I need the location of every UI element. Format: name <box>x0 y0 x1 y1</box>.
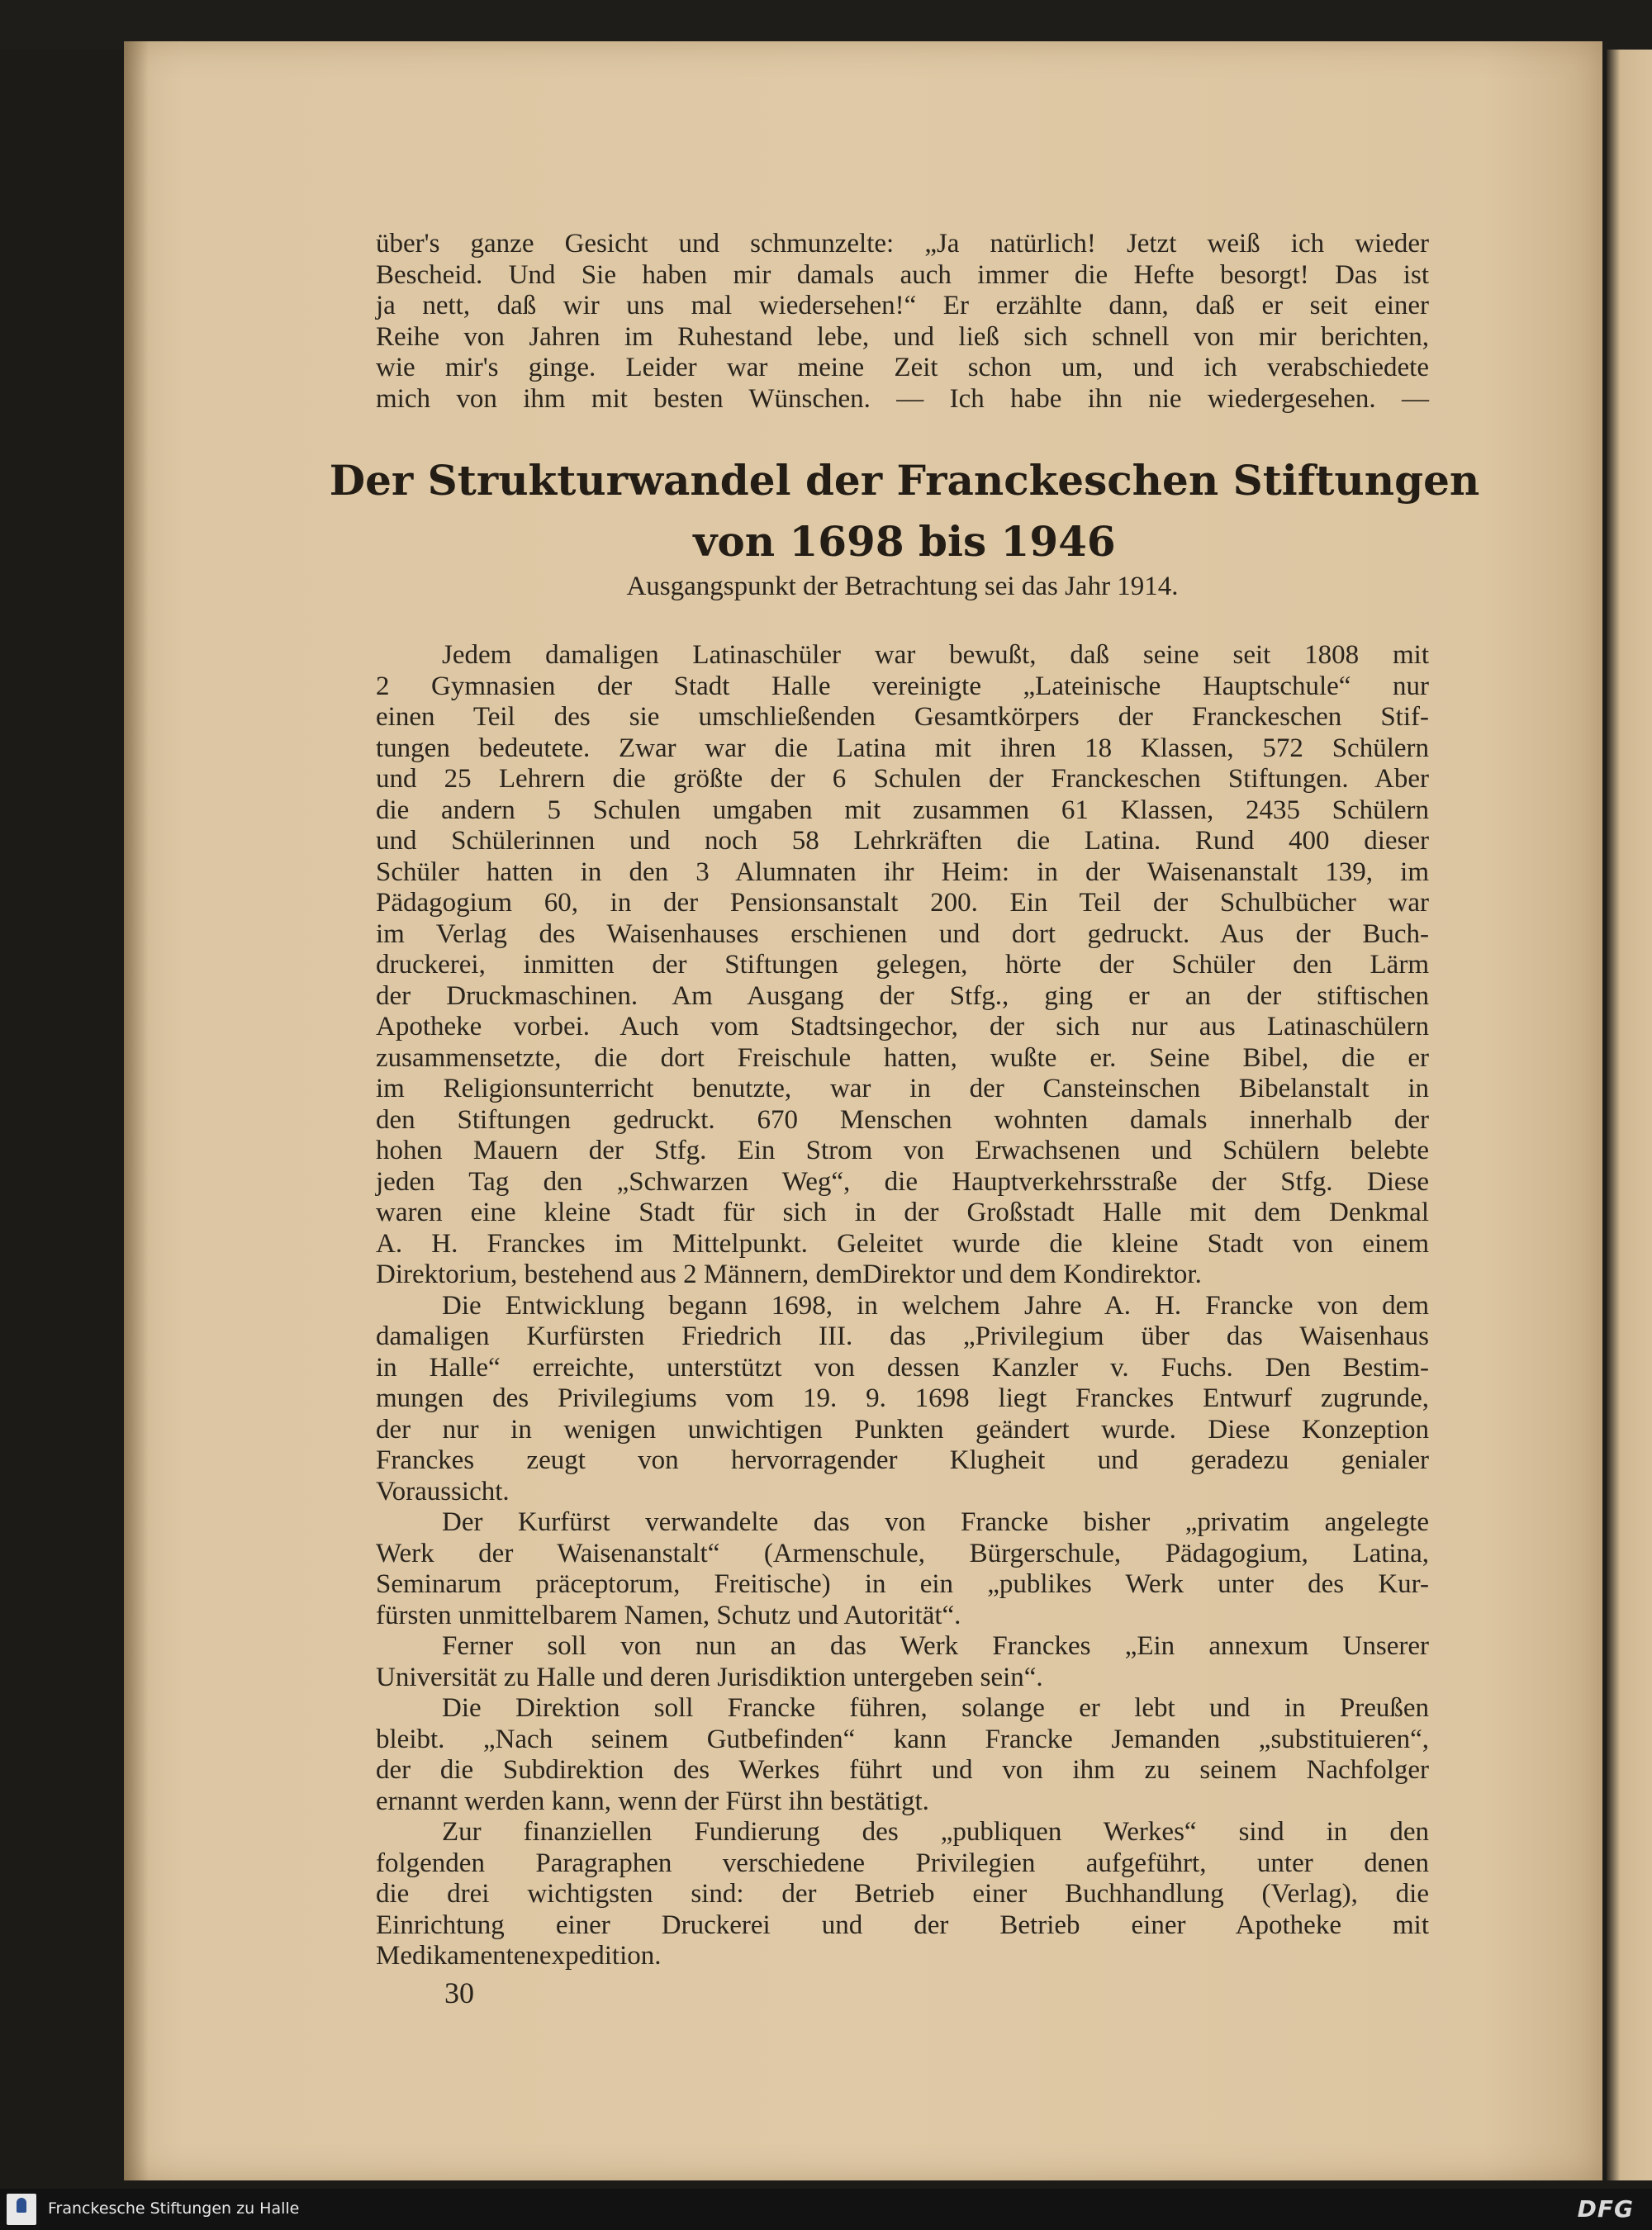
body-line: der nur in wenigen unwichtigen Punkten geändert wurde. Diese Konzeption <box>376 1414 1429 1445</box>
chapter-title-line-1: Der Strukturwandel der Franckeschen Stiftungen <box>329 456 1480 505</box>
body-line: Schüler hatten in den 3 Alumnaten ihr Heim: in der Waisenanstalt 139, im <box>376 856 1429 887</box>
body-line: Ferner soll von nun an das Werk Franckes „Ein annexum Unserer <box>442 1631 1429 1661</box>
page-gutter-shadow <box>124 41 149 2180</box>
body-line: ernannt werden kann, wenn der Fürst ihn bestätigt. <box>376 1786 929 1816</box>
body-line: damaligen Kurfürsten Friedrich III. das „Privilegium über das Waisenhaus <box>376 1321 1429 1351</box>
body-line: Zur finanziellen Fundierung des „publiquen Werkes“ sind in den <box>442 1817 1429 1847</box>
body-line: Einrichtung einer Druckerei und der Betrieb einer Apotheke mit <box>376 1910 1429 1940</box>
body-line: bleibt. „Nach seinem Gutbefinden“ kann Francke Jemanden „substituieren“, <box>376 1724 1429 1754</box>
body-line: im Verlag des Waisenhauses erschienen und dort gedruckt. Aus der Buch- <box>376 918 1429 949</box>
body-line: Jedem damaligen Latinaschüler war bewußt, daß seine seit 1808 mit <box>442 640 1429 670</box>
body-line: druckerei, inmitten der Stiftungen gelegen, hörte der Schüler den Lärm <box>376 950 1429 980</box>
adjacent-page-edge <box>1607 50 1652 2180</box>
body-line: mungen des Privilegiums vom 19. 9. 1698 liegt Franckes Entwurf zugrunde, <box>376 1383 1429 1413</box>
body-line: einen Teil des sie umschließenden Gesamtkörpers der Franckeschen Stif- <box>376 702 1429 732</box>
intro-line: über's ganze Gesicht und schmunzelte: „Ja natürlich! Jetzt weiß ich wieder <box>376 229 1429 259</box>
body-line: Franckes zeugt von hervorragender Klugheit und geradezu genialer <box>376 1445 1429 1475</box>
body-line: zusammensetzte, die dort Freischule hatten, wußte er. Seine Bibel, die er <box>376 1042 1429 1073</box>
viewer-footer <box>0 2189 1652 2230</box>
body-line: Apotheke vorbei. Auch vom Stadtsingechor, der sich nur aus Latinaschülern <box>376 1012 1429 1041</box>
intro-line: Bescheid. Und Sie haben mir damals auch immer die Hefte besorgt! Das ist <box>376 259 1429 290</box>
body-line: und Schülerinnen und noch 58 Lehrkräften die Latina. Rund 400 dieser <box>376 826 1429 856</box>
intro-line: wie mir's ginge. Leider war meine Zeit schon um, und ich verabschiedete <box>376 353 1429 382</box>
dfg-logo[interactable]: DFG <box>1577 2195 1634 2223</box>
intro-line: ja nett, daß wir uns mal wiedersehen!“ Er erzählte dann, daß er seit einer <box>376 291 1429 320</box>
body-line: Werk der Waisenanstalt“ (Armenschule, Bürgerschule, Pädagogium, Latina, <box>376 1538 1429 1568</box>
body-line: hohen Mauern der Stfg. Ein Strom von Erwachsenen und Schülern belebte <box>376 1136 1429 1165</box>
body-line: die drei wichtigsten sind: der Betrieb einer Buchhandlung (Verlag), die <box>376 1879 1429 1909</box>
chapter-title-line-2: von 1698 bis 1946 <box>693 517 1116 566</box>
chapter-title <box>314 450 1495 572</box>
body-line: tungen bedeutete. Zwar war die Latina mit ihren 18 Klassen, 572 Schülern <box>376 733 1429 763</box>
body-line: Medikamentenexpedition. <box>376 1941 662 1971</box>
body-line: und 25 Lehrern die größte der 6 Schulen der Franckeschen Stiftungen. Aber <box>376 764 1429 794</box>
body-line: der Druckmaschinen. Am Ausgang der Stfg., ging er an der stiftischen <box>376 980 1429 1011</box>
body-line: den Stiftungen gedruckt. 670 Menschen wohnten damals innerhalb der <box>376 1104 1429 1135</box>
body-line: im Religionsunterricht benutzte, war in der Cansteinschen Bibelanstalt in <box>376 1074 1429 1103</box>
body-line: 2 Gymnasien der Stadt Halle vereinigte „Lateinische Hauptschule“ nur <box>376 671 1429 701</box>
body-line: Die Entwicklung begann 1698, in welchem Jahre A. H. Francke von dem <box>442 1290 1429 1321</box>
body-line: Direktorium, bestehend aus 2 Männern, demDirektor und dem Kondirektor. <box>376 1260 1202 1289</box>
body-line: A. H. Franckes im Mittelpunkt. Geleitet wurde die kleine Stadt von einem <box>376 1228 1429 1259</box>
institution-name[interactable]: Franckesche Stiftungen zu Halle <box>48 2199 300 2218</box>
body-line: in Halle“ erreichte, unterstützt von dessen Kanzler v. Fuchs. Den Bestim- <box>376 1352 1429 1383</box>
body-line: der die Subdirektion des Werkes führt und von ihm zu seinem Nachfolger <box>376 1755 1429 1785</box>
body-text <box>376 640 1429 1972</box>
body-line: Universität zu Halle und deren Jurisdiktion untergeben sein“. <box>376 1662 1043 1692</box>
body-line: Seminarum präceptorum, Freitische) in ein „publikes Werk unter des Kur- <box>376 1569 1429 1599</box>
body-line: die andern 5 Schulen umgaben mit zusammen 61 Klassen, 2435 Schülern <box>376 795 1429 825</box>
body-line: fürsten unmittelbarem Namen, Schutz und Autorität“. <box>376 1600 961 1630</box>
institution-logo-icon[interactable] <box>7 2194 36 2225</box>
body-line: Der Kurfürst verwandelte das von Francke bisher „privatim angelegte <box>442 1507 1429 1537</box>
intro-line: mich von ihm mit besten Wünschen. — Ich habe ihn nie wiedergesehen. — <box>376 383 1429 414</box>
body-line: Pädagogium 60, in der Pensionsanstalt 200. Ein Teil der Schulbücher war <box>376 888 1429 918</box>
body-line: jeden Tag den „Schwarzen Weg“, die Hauptverkehrsstraße der Stfg. Diese <box>376 1166 1429 1197</box>
body-line: Die Direktion soll Francke führen, solange er lebt und in Preußen <box>442 1693 1429 1723</box>
body-line: folgenden Paragraphen verschiedene Privilegien aufgeführt, unter denen <box>376 1848 1429 1878</box>
page-number: 30 <box>444 1976 474 2009</box>
intro-paragraph <box>376 229 1429 415</box>
chapter-subtitle: Ausgangspunkt der Betrachtung sei das Jahr 1914. <box>626 572 1179 601</box>
body-line: Voraussicht. <box>376 1476 510 1506</box>
intro-line: Reihe von Jahren im Ruhestand lebe, und ließ sich schnell von mir berichten, <box>376 321 1429 352</box>
body-line: waren eine kleine Stadt für sich in der Großstadt Halle mit dem Denkmal <box>376 1198 1429 1227</box>
